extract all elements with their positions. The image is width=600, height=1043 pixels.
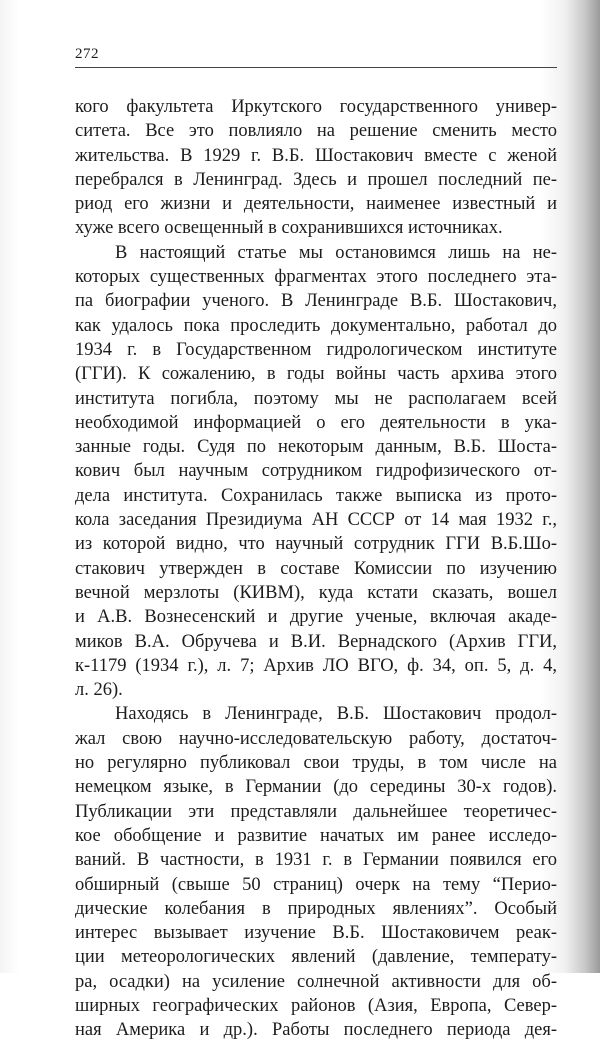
- text-line: которых существенных фрагментах этого последнего эта-: [75, 267, 557, 288]
- text-line: л. 26).: [75, 680, 123, 701]
- text-line: дические колебания в природных явлениях”. Особый: [75, 898, 557, 919]
- text-line: хуже всего освещенный в сохранившихся источниках.: [75, 218, 503, 239]
- text-line: жал свою научно-исследовательскую работу, достаточ-: [75, 728, 557, 749]
- text-line: обширный (свыше 50 страниц) очерк на тему “Перио-: [75, 874, 557, 895]
- text-line: ваний. В частности, в 1931 г. в Германии появился его: [75, 850, 557, 871]
- text-line: занные годы. Судя по некоторым данным, В.Б. Шоста-: [75, 437, 557, 458]
- text-line: немецком языке, в Германии (до середины 30-х годов).: [75, 777, 557, 798]
- page-number: 272: [75, 46, 99, 62]
- text-line: перебрался в Ленинград. Здесь и прошел последний пе-: [75, 169, 557, 190]
- paragraph: [75, 702, 557, 1042]
- text-line: ная Америка и др.). Работы последнего периода дея-: [75, 1020, 557, 1041]
- text-line: кович был научным сотрудником гидрофизического от-: [75, 461, 557, 482]
- text-line: к-1179 (1934 г.), л. 7; Архив ЛО ВГО, ф. 34, оп. 5, д. 4,: [75, 655, 557, 676]
- text-line: Публикации эти представляли дальнейшее теоретичес-: [75, 801, 557, 822]
- text-line: стакович утвержден в составе Комиссии по изучению: [75, 558, 557, 579]
- text-line: Находясь в Ленинграде, В.Б. Шостакович продол-: [115, 704, 557, 725]
- text-line: ширных географических районов (Азия, Европа, Север-: [75, 995, 557, 1016]
- header-rule: [75, 67, 557, 68]
- text-line: интерес вызывает изучение В.Б. Шостаковичем реак-: [75, 923, 557, 944]
- text-line: па биографии ученого. В Ленинграде В.Б. Шостакович,: [75, 291, 557, 312]
- paragraph: [75, 241, 557, 703]
- text-line: 1934 г. в Государственном гидрологическом институте: [75, 339, 557, 360]
- text-line: жительства. В 1929 г. В.Б. Шостакович вместе с женой: [75, 145, 557, 166]
- text-line: вечной мерзлоты (КИВМ), куда кстати сказать, вошел: [75, 582, 557, 603]
- text-line: института погибла, поэтому мы не располагаем всей: [75, 388, 557, 409]
- text-line: необходимой информацией о его деятельности в ука-: [75, 412, 557, 433]
- text-line: кое обобщение и развитие начатых им ранее исследо-: [75, 825, 557, 846]
- text-line: как удалось пока проследить документально, работал до: [75, 315, 557, 336]
- text-line: дела института. Сохранилась также выписка из прото-: [75, 485, 557, 506]
- text-line: (ГГИ). К сожалению, в годы войны часть архива этого: [75, 364, 557, 385]
- text-line: из которой видно, что научный сотрудник ГГИ В.Б.Шо-: [75, 534, 557, 555]
- text-line: В настоящий статье мы остановимся лишь на не-: [115, 242, 557, 263]
- text-line: но регулярно публиковал свои труды, в том числе на: [75, 753, 557, 774]
- text-line: ситета. Все это повлияло на решение сменить место: [75, 121, 557, 142]
- body-text: [75, 95, 557, 1043]
- text-line: миков В.А. Обручева и В.И. Вернадского (Архив ГГИ,: [75, 631, 557, 652]
- text-line: риод его жизни и деятельности, наименее известный и: [75, 194, 557, 215]
- text-line: ции метеорологических явлений (давление, температу-: [75, 947, 557, 968]
- text-line: ра, осадки) на усиление солнечной активности для об-: [75, 971, 557, 992]
- text-line: и А.В. Вознесенский и другие ученые, включая акаде-: [75, 607, 557, 628]
- text-line: кого факультета Иркутского государственного универ-: [75, 97, 557, 117]
- text-line: кола заседания Президиума АН СССР от 14 мая 1932 г.,: [75, 510, 557, 531]
- paragraph: [75, 95, 557, 241]
